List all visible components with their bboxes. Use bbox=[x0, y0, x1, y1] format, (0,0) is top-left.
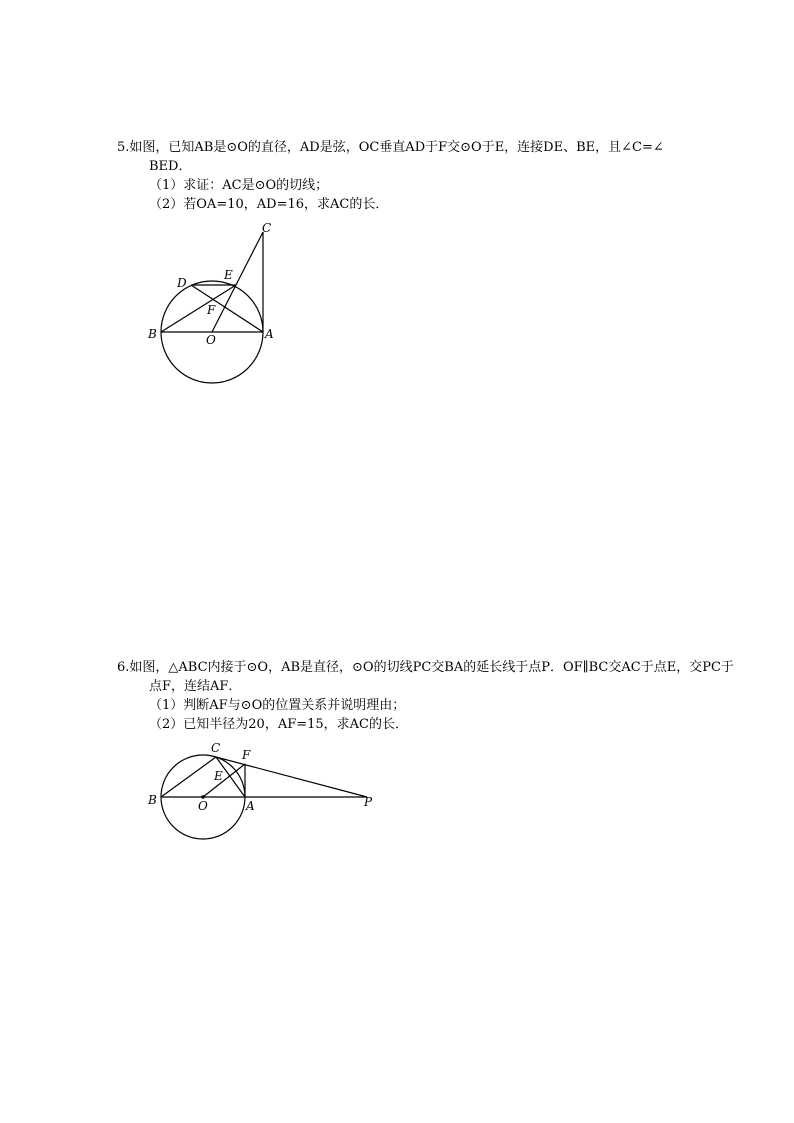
label-a: A bbox=[246, 799, 255, 813]
chord-ad bbox=[191, 285, 263, 332]
label-c: C bbox=[211, 741, 221, 755]
tangent-pc bbox=[216, 757, 367, 797]
label-f: F bbox=[207, 303, 216, 317]
problem-5 bbox=[117, 138, 717, 214]
problem-6-line1: 6.如图，△ABC内接于⊙O，AB是直径，⊙O的切线PC交BA的延长线于点P．OF∥BC交AC于点E，交PC于 bbox=[117, 660, 734, 675]
label-a: A bbox=[265, 327, 274, 341]
label-e: E bbox=[224, 268, 233, 282]
label-o: O bbox=[198, 799, 208, 813]
segment-be bbox=[161, 285, 236, 332]
segment-bc bbox=[161, 757, 216, 797]
problem-6-q1: （1）判断AF与⊙O的位置关系并说明理由； bbox=[149, 698, 406, 713]
label-b: B bbox=[148, 327, 157, 341]
problem-5-q1: （1）求证：AC是⊙O的切线； bbox=[149, 178, 329, 193]
problem-5-line1: 5.如图，已知AB是⊙O的直径，AD是弦，OC垂直AD于F交⊙O于E，连接DE、BE，且∠C=∠ bbox=[117, 140, 664, 155]
problem-5-figure bbox=[140, 218, 285, 388]
problem-6-q2: （2）已知半径为20，AF=15，求AC的长． bbox=[149, 717, 408, 732]
label-b: B bbox=[148, 793, 157, 807]
label-c: C bbox=[262, 221, 272, 235]
problem-6-figure bbox=[145, 740, 375, 840]
label-o: O bbox=[206, 333, 216, 347]
label-f: F bbox=[242, 748, 251, 762]
problem-6 bbox=[117, 658, 734, 734]
label-d: D bbox=[177, 276, 187, 290]
label-e: E bbox=[214, 769, 223, 783]
label-p: P bbox=[364, 795, 373, 809]
problem-6-line2: 点F，连结AF． bbox=[149, 679, 242, 694]
problem-5-q2: （2）若OA=10，AD=16，求AC的长． bbox=[149, 197, 389, 212]
problem-5-line2: BED． bbox=[149, 159, 192, 174]
